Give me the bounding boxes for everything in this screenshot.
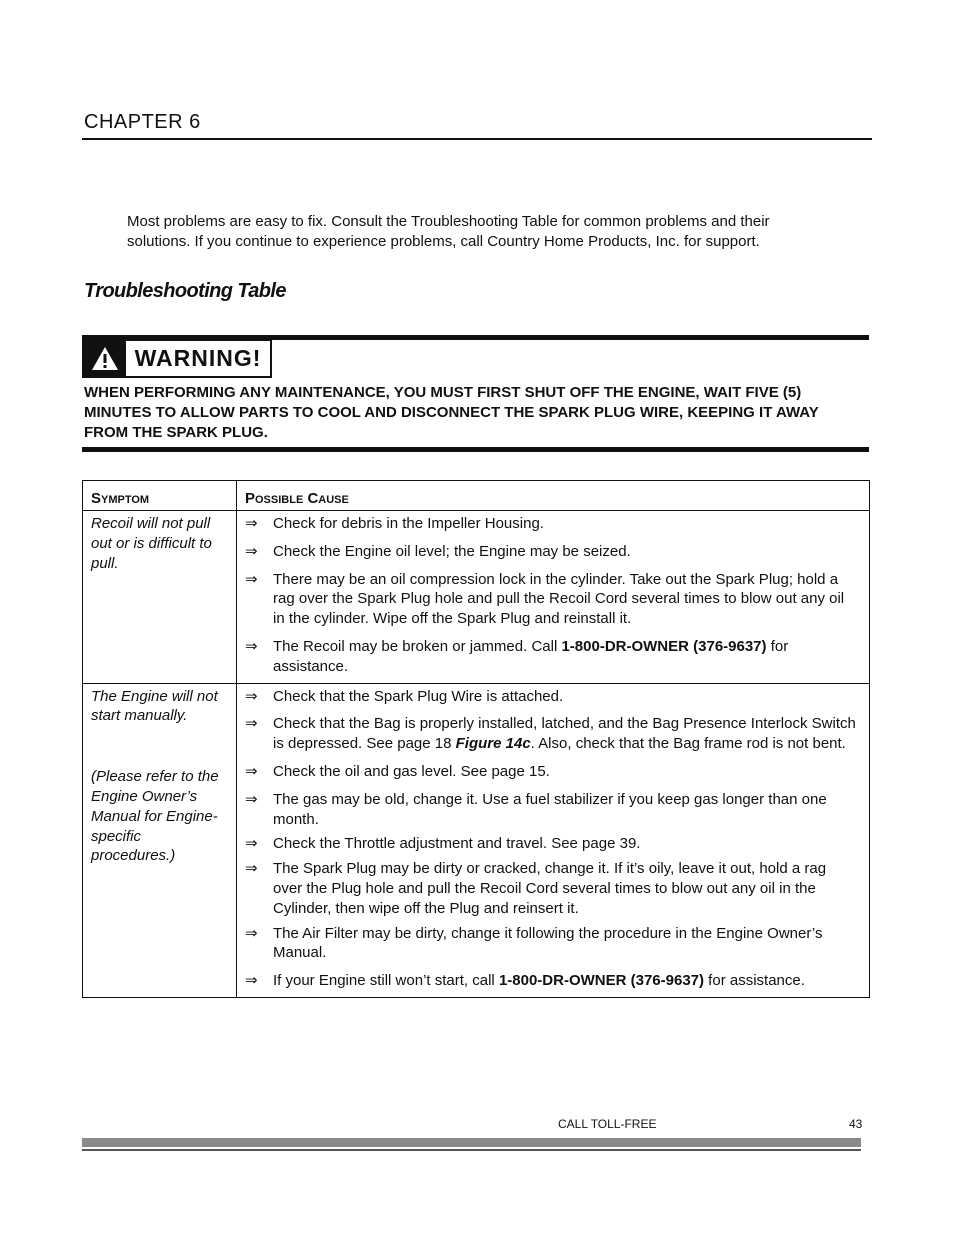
table-row [83,683,870,997]
warning-text: WHEN PERFORMING ANY MAINTENANCE, YOU MUST FIRST SHUT OFF THE ENGINE, WAIT FIVE (5) MINUTES TO ALLOW PARTS TO COOL AND DISCONNECT THE SPARK PLUG WIRE, KEEPING IT AWAY FROM THE SPARK PLUG. [84,384,819,441]
page-number: 43 [849,1117,863,1131]
cause-text-part: If your Engine still won’t start, call [273,972,499,990]
chapter-heading: CHAPTER 6 [84,111,201,133]
cause-text: Check for debris in the Impeller Housing. [273,515,544,532]
symptom-text: Recoil will not pull out or is difficult to pull. [91,515,212,572]
phone-number: 1-800-DR-OWNER (376-9637) [498,972,705,990]
cause-item [245,790,857,830]
intro-paragraph: Most problems are easy to fix. Consult the Troubleshooting Table for common problems and their solutions. If you continue to experience problems, call Country Home Products, Inc. for support. [127,213,770,250]
cause-item [245,514,857,534]
symptom-note: (Please refer to the Engine Owner’s Manual for Engine-specific procedures.) [91,768,219,865]
arrow-bullet-icon: ⇒ [245,570,258,588]
cause-text: Check the Throttle adjustment and travel. See page 39. [273,835,641,853]
header-symptom: Symptom [83,481,237,511]
cause-text [273,637,857,677]
cause-item [245,542,857,562]
cause-text: The Spark Plug may be dirty or cracked, change it. If it’s oily, leave it out, hold a rag over the Plug hole and pull the Recoil Cord several times to blow out any oil in the Cylinder, then wipe off the Plug and reinsert it. [273,860,827,917]
cause-text [273,714,857,754]
arrow-bullet-icon: ⇒ [245,542,258,560]
cause-text [273,971,857,991]
cause-text-part: for assistance. [704,972,805,990]
causes-cell [237,683,870,997]
header-possible-cause: Possible Cause [237,481,870,511]
cause-item [245,637,857,677]
cause-item [245,762,857,782]
cause-text: Check the oil and gas level. See page 15. [273,762,550,780]
arrow-bullet-icon: ⇒ [245,687,258,705]
warning-label: WARNING! [134,345,262,371]
table-header-row [83,481,870,511]
footer-bar [82,1138,861,1147]
cause-text: Check that the Spark Plug Wire is attached. [273,687,564,705]
arrow-bullet-icon: ⇒ [245,637,258,655]
cause-item [245,570,857,629]
symptom-cell [83,511,237,684]
cause-item [245,924,857,964]
arrow-bullet-icon: ⇒ [245,790,258,808]
table-row [83,511,870,684]
troubleshooting-table [82,480,870,998]
cause-item [245,714,857,754]
footer-toll-free: CALL TOLL-FREE [558,1117,657,1131]
cause-item [245,834,857,854]
cause-text: The gas may be old, change it. Use a fuel stabilizer if you keep gas longer than one month. [273,790,827,828]
warning-bottom-rule [82,447,869,452]
warning-badge [82,339,272,378]
cause-text-part: . Also, check that the Bag frame rod is not bent. [530,735,846,753]
causes-cell [237,511,870,684]
arrow-bullet-icon: ⇒ [245,762,258,780]
arrow-bullet-icon: ⇒ [245,515,258,532]
cause-item [245,971,857,991]
arrow-bullet-icon: ⇒ [245,715,258,733]
symptom-cell [83,683,237,997]
cause-item [245,859,857,918]
cause-text: Check the Engine oil level; the Engine may be seized. [273,542,631,560]
phone-number: 1-800-DR-OWNER (376-9637) [561,637,767,655]
cause-text: There may be an oil compression lock in the cylinder. Take out the Spark Plug; hold a rag over the Spark Plug hole and pull the Recoil Cord several times to blow out any oil in the cylinder. Wipe off the Spark Plug and reinstall it. [273,570,845,628]
cause-text-part: Check that the Bag is properly installed, latched, and the Bag Presence Interlock Switch is depressed. See page 18 [273,715,856,753]
section-title: Troubleshooting Table [84,280,286,302]
cause-text-part: The Recoil may be broken or jammed. Call [273,637,562,655]
symptom-text: The Engine will not start manually. [91,687,218,725]
cause-text: The Air Filter may be dirty, change it following the procedure in the Engine Owner’s Manual. [273,924,823,962]
cause-text-part: for assistance. [273,637,789,675]
cause-item [245,687,857,707]
arrow-bullet-icon: ⇒ [245,924,258,942]
figure-reference: Figure 14c [455,735,531,753]
footer-rule [82,1149,861,1151]
arrow-bullet-icon: ⇒ [245,860,258,878]
chapter-rule [82,138,872,140]
arrow-bullet-icon: ⇒ [245,972,258,990]
arrow-bullet-icon: ⇒ [245,835,258,853]
warning-triangle-icon [84,341,126,376]
